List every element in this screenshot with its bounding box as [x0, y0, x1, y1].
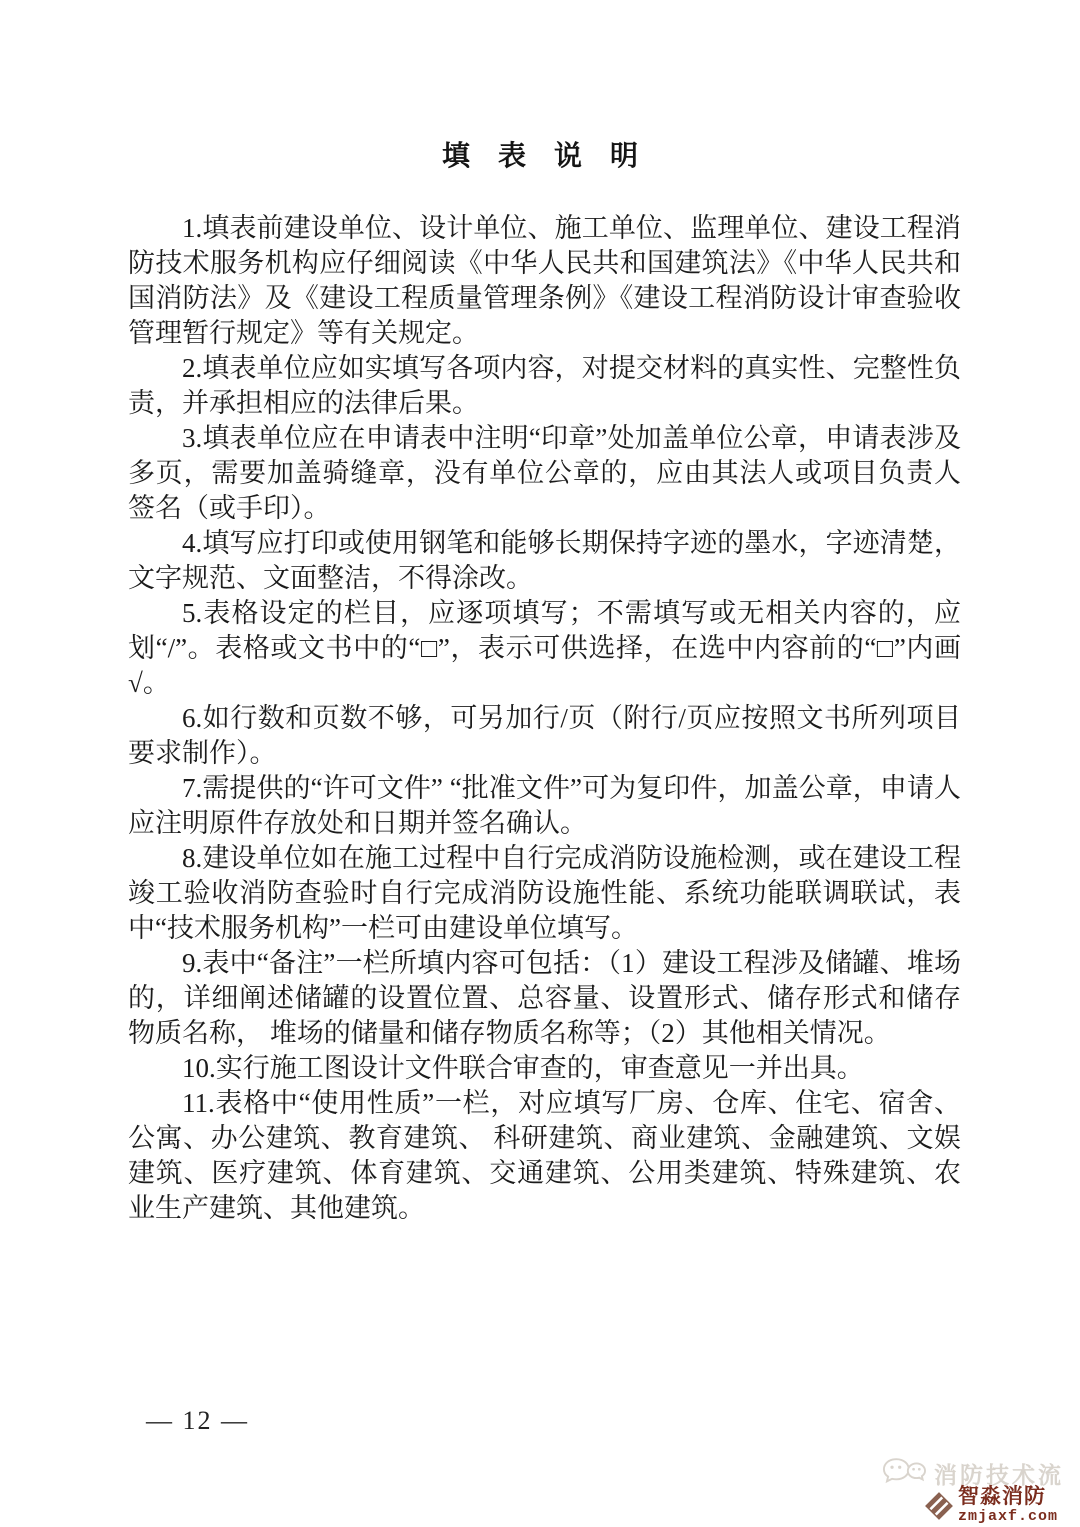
- instruction-paragraph-2: 2.填表单位应如实填写各项内容，对提交材料的真实性、完整性负责，并承担相应的法律后果。: [128, 353, 961, 418]
- instruction-paragraph-1: 1.填表前建设单位、设计单位、施工单位、监理单位、建设工程消防技术服务机构应仔细阅读《中华人民共和国建筑法》《中华人民共和国消防法》及《建设工程质量管理条例》《建设工程消防设计审查验收管理暂行规定》等有关规定。: [128, 213, 961, 348]
- page-title: 填 表 说 明: [441, 140, 638, 171]
- instruction-paragraph-6: 6.如行数和页数不够，可另加行/页（附行/页应按照文书所列项目要求制作）。: [128, 703, 961, 768]
- instruction-paragraph-3: 3.填表单位应在申请表中注明“印章”处加盖单位公章，申请表涉及多页，需要加盖骑缝章，没有单位公章的，应由其法人或项目负责人签名（或手印）。: [128, 423, 961, 523]
- instruction-paragraph-9: 9.表中“备注”一栏所填内容可包括：（1）建设工程涉及储罐、堆场的，详细阐述储罐的设置位置、总容量、设置形式、储存形式和储存物质名称， 堆场的储量和储存物质名称等；（2）其他相关情况。: [128, 948, 961, 1048]
- watermark-area: [804, 1457, 1064, 1525]
- instruction-paragraph-8: 8.建设单位如在施工过程中自行完成消防设施检测，或在建设工程竣工验收消防查验时自行完成消防设施性能、系统功能联调联试，表中“技术服务机构”一栏可由建设单位填写。: [128, 843, 961, 943]
- instruction-paragraph-11: 11.表格中“使用性质”一栏，对应填写厂房、仓库、住宅、宿舍、公寓、办公建筑、教育建筑、 科研建筑、商业建筑、金融建筑、文娱建筑、医疗建筑、体育建筑、交通建筑、公用类建筑、特殊建筑、农业生产建筑、其他建筑。: [128, 1088, 961, 1223]
- instruction-paragraph-4: 4.填写应打印或使用钢笔和能够长期保持字迹的墨水，字迹清楚，文字规范、文面整洁，不得涂改。: [128, 528, 961, 593]
- wechat-icon: [882, 1457, 926, 1490]
- watermark-wechat-label: 消防技术流: [934, 1462, 1064, 1488]
- zhimiao-logo-icon: [924, 1491, 954, 1521]
- brand-text: [958, 1486, 1058, 1525]
- watermark-brand-site: zmjaxf.com: [957, 1508, 1058, 1525]
- watermark-brand-name: 智淼消防: [957, 1485, 1046, 1508]
- brand-watermark-row: [804, 1486, 1058, 1525]
- instructions-body: [128, 211, 961, 1226]
- instruction-paragraph-5: 5.表格设定的栏目，应逐项填写；不需填写或无相关内容的，应划“/”。表格或文书中的“□”，表示可供选择，在选中内容前的“□”内画√。: [128, 598, 961, 698]
- instruction-paragraph-7: 7.需提供的“许可文件” “批准文件”可为复印件，加盖公章，申请人应注明原件存放处和日期并签名确认。: [128, 773, 961, 838]
- instruction-paragraph-10: 10.实行施工图设计文件联合审查的，审查意见一并出具。: [182, 1053, 864, 1083]
- page-number: — 12 —: [146, 1406, 249, 1435]
